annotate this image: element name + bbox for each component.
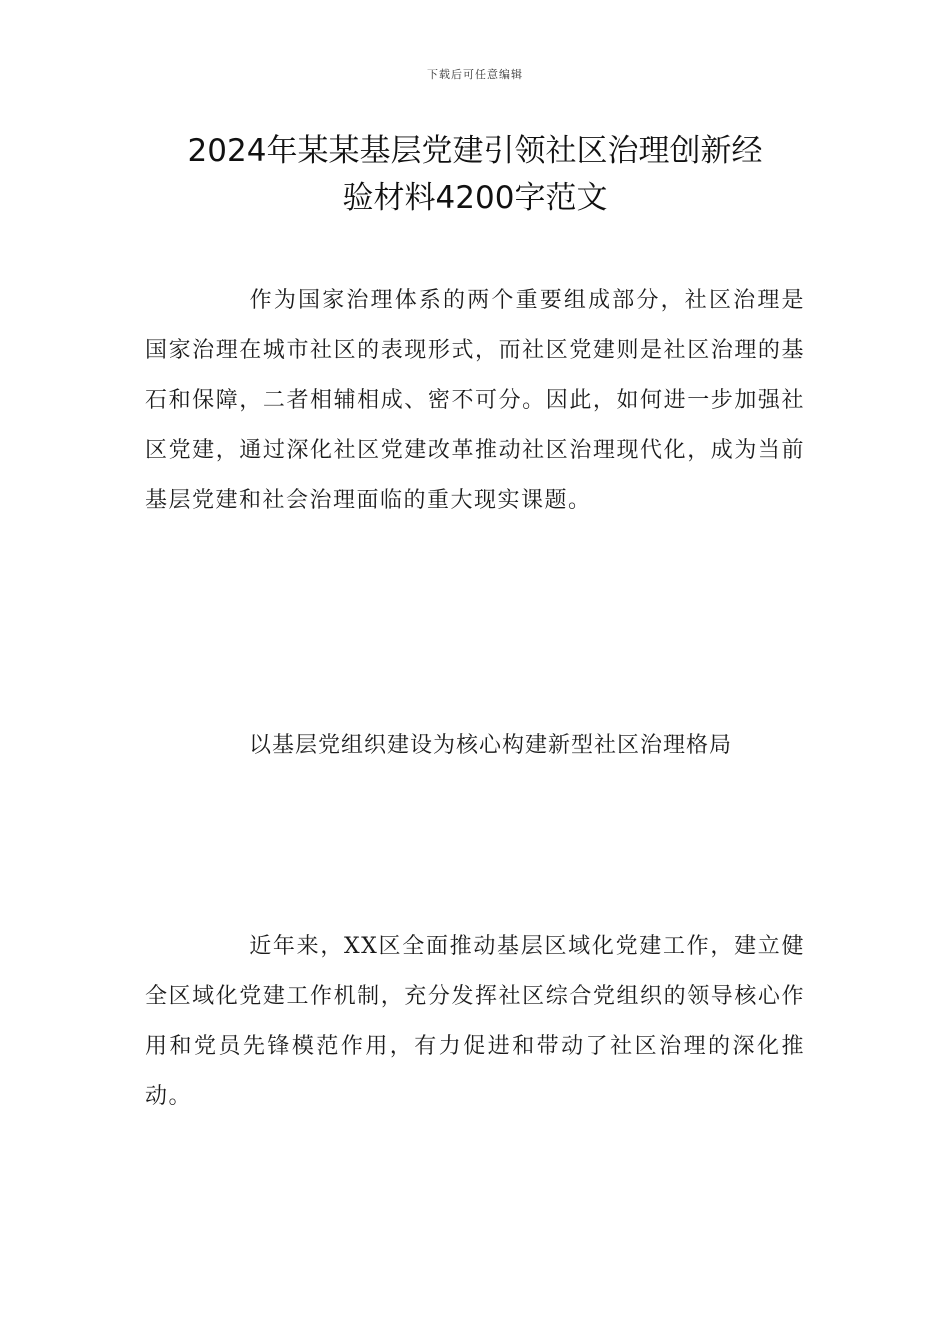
body-paragraph-text: 近年来，XX区全面推动基层区域化党建工作，建立健全区域化党建工作机制，充分发挥社区综合党组织的领导核心作用和党员先锋模范作用，有力促进和带动了社区治理的深化推动。 <box>145 934 805 1109</box>
body-paragraph <box>145 922 805 1122</box>
intro-paragraph-text: 作为国家治理体系的两个重要组成部分，社区治理是国家治理在城市社区的表现形式，而社区党建则是社区治理的基石和保障，二者相辅相成、密不可分。因此，如何进一步加强社区党建，通过深化社区党建改革推动社区治理现代化，成为当前基层党建和社会治理面临的重大现实课题。 <box>145 288 805 513</box>
header-note: 下载后可任意编辑 <box>427 68 523 81</box>
document-title <box>140 128 810 222</box>
intro-paragraph <box>145 276 805 526</box>
section-heading: 以基层党组织建设为核心构建新型社区治理格局 <box>249 733 733 758</box>
title-line-1: 2024年某某基层党建引领社区治理创新经 <box>187 133 763 169</box>
title-line-2: 验材料4200字范文 <box>342 180 608 216</box>
